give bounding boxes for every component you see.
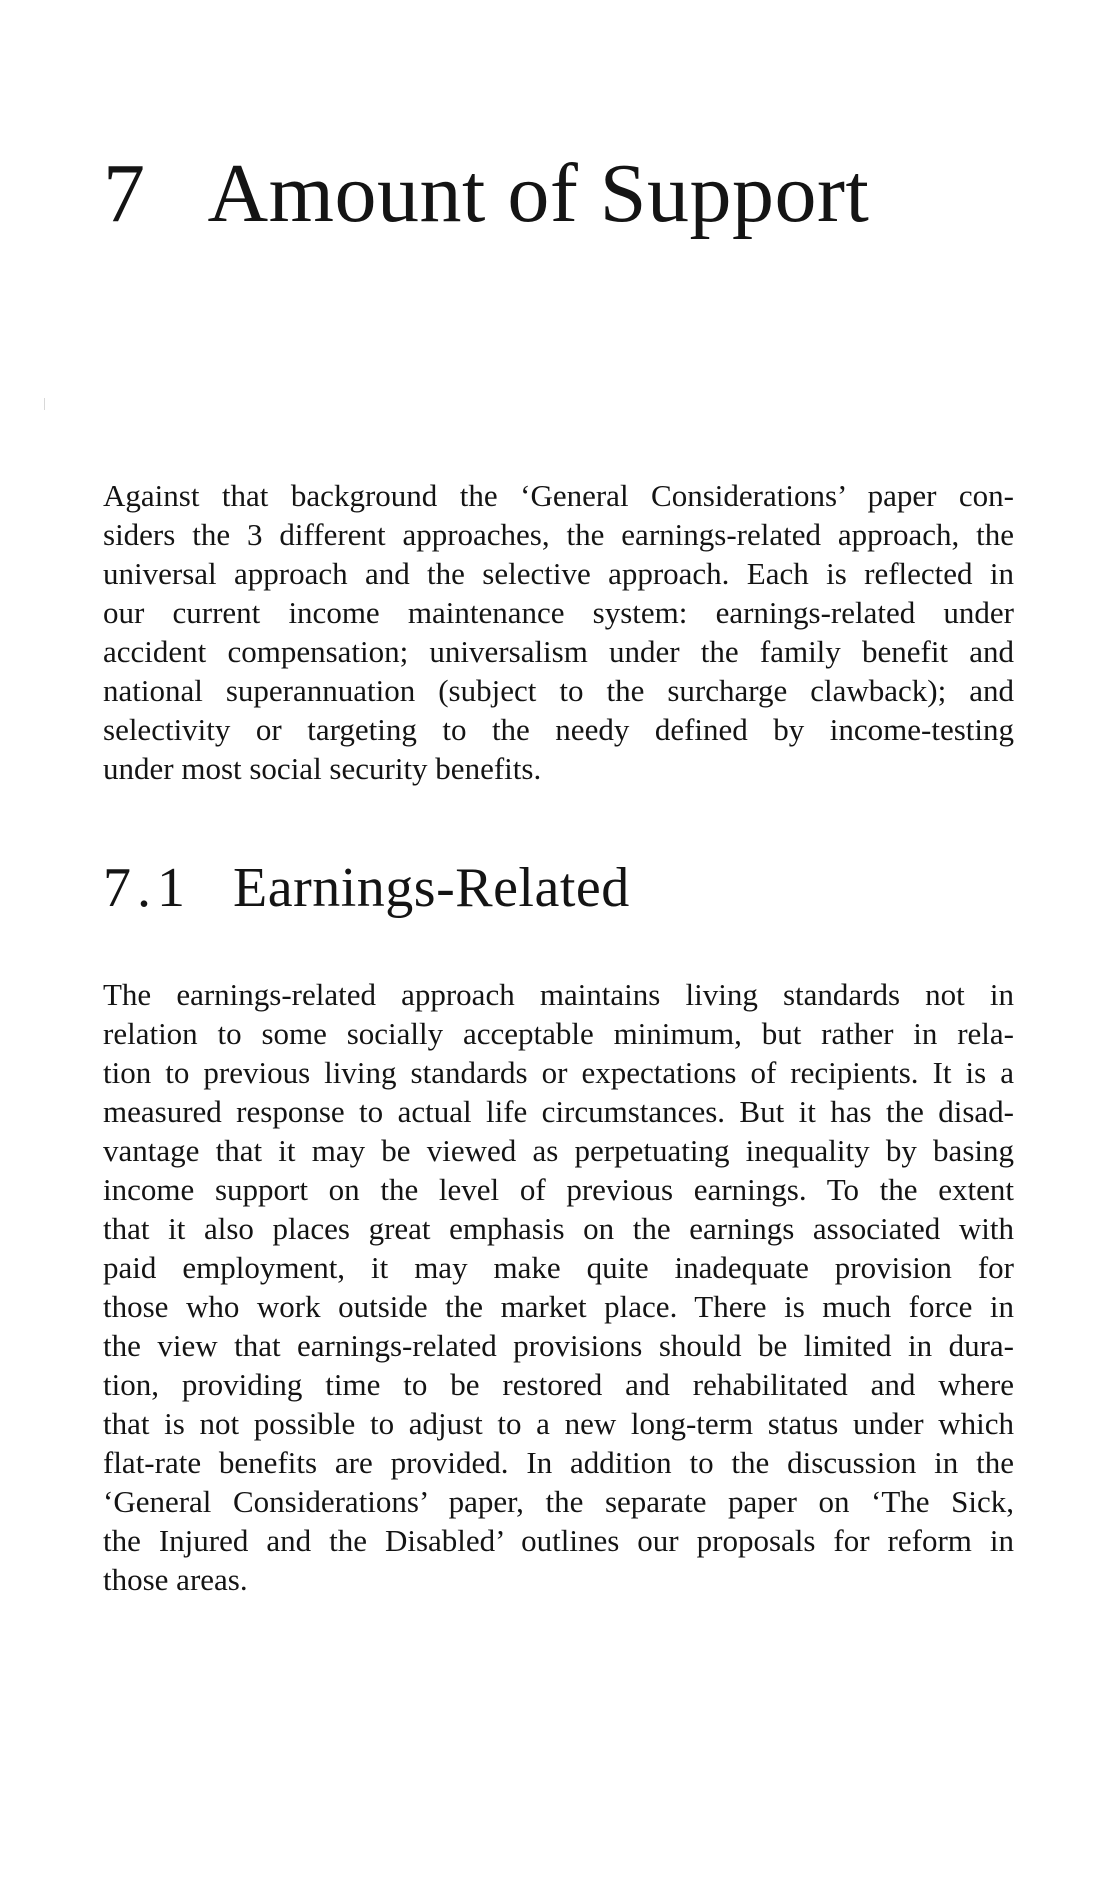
section-line: income support on the level of previous earnings. To the extent xyxy=(103,1172,1014,1207)
margin-speck xyxy=(44,398,45,410)
section-line: those areas. xyxy=(103,1562,248,1597)
intro-line: selectivity or targeting to the needy defined by income-testing xyxy=(103,712,1014,747)
chapter-number: 7 xyxy=(103,147,146,240)
chapter-title: Amount of Support xyxy=(207,147,870,240)
section-line: that is not possible to adjust to a new long-term status under which xyxy=(103,1406,1014,1441)
intro-line: siders the 3 different approaches, the earnings-related approach, the xyxy=(103,517,1014,552)
intro-line: universal approach and the selective approach. Each is reflected in xyxy=(103,556,1014,591)
section-line: that it also places great emphasis on the earnings associated with xyxy=(103,1211,1014,1246)
intro-line: Against that background the ‘General Considerations’ paper con- xyxy=(103,478,1014,513)
section-line: the Injured and the Disabled’ outlines our proposals for reform in xyxy=(103,1523,1014,1558)
section-line: tion to previous living standards or expectations of recipients. It is a xyxy=(103,1055,1014,1090)
section-line: flat-rate benefits are provided. In addition to the discussion in the xyxy=(103,1445,1014,1480)
intro-line: under most social security benefits. xyxy=(103,751,542,786)
intro-line: accident compensation; universalism under the family benefit and xyxy=(103,634,1014,669)
section-line: the view that earnings-related provisions should be limited in dura- xyxy=(103,1328,1014,1363)
section-title: Earnings-Related xyxy=(233,857,630,919)
section-number: 7.1 xyxy=(103,857,191,919)
section-line: tion, providing time to be restored and rehabilitated and where xyxy=(103,1367,1014,1402)
section-paragraph xyxy=(103,975,1014,1599)
section-line: ‘General Considerations’ paper, the separate paper on ‘The Sick, xyxy=(103,1484,1014,1519)
chapter-heading xyxy=(103,147,870,240)
section-heading xyxy=(103,857,630,919)
intro-line: national superannuation (subject to the surcharge clawback); and xyxy=(103,673,1014,708)
section-line: measured response to actual life circumstances. But it has the disad- xyxy=(103,1094,1014,1129)
section-line: relation to some socially acceptable minimum, but rather in rela- xyxy=(103,1016,1014,1051)
section-line: The earnings-related approach maintains living standards not in xyxy=(103,977,1014,1012)
section-line: those who work outside the market place. There is much force in xyxy=(103,1289,1014,1324)
section-line: vantage that it may be viewed as perpetuating inequality by basing xyxy=(103,1133,1014,1168)
intro-paragraph xyxy=(103,476,1014,788)
section-line: paid employment, it may make quite inadequate provision for xyxy=(103,1250,1014,1285)
intro-line: our current income maintenance system: earnings-related under xyxy=(103,595,1014,630)
